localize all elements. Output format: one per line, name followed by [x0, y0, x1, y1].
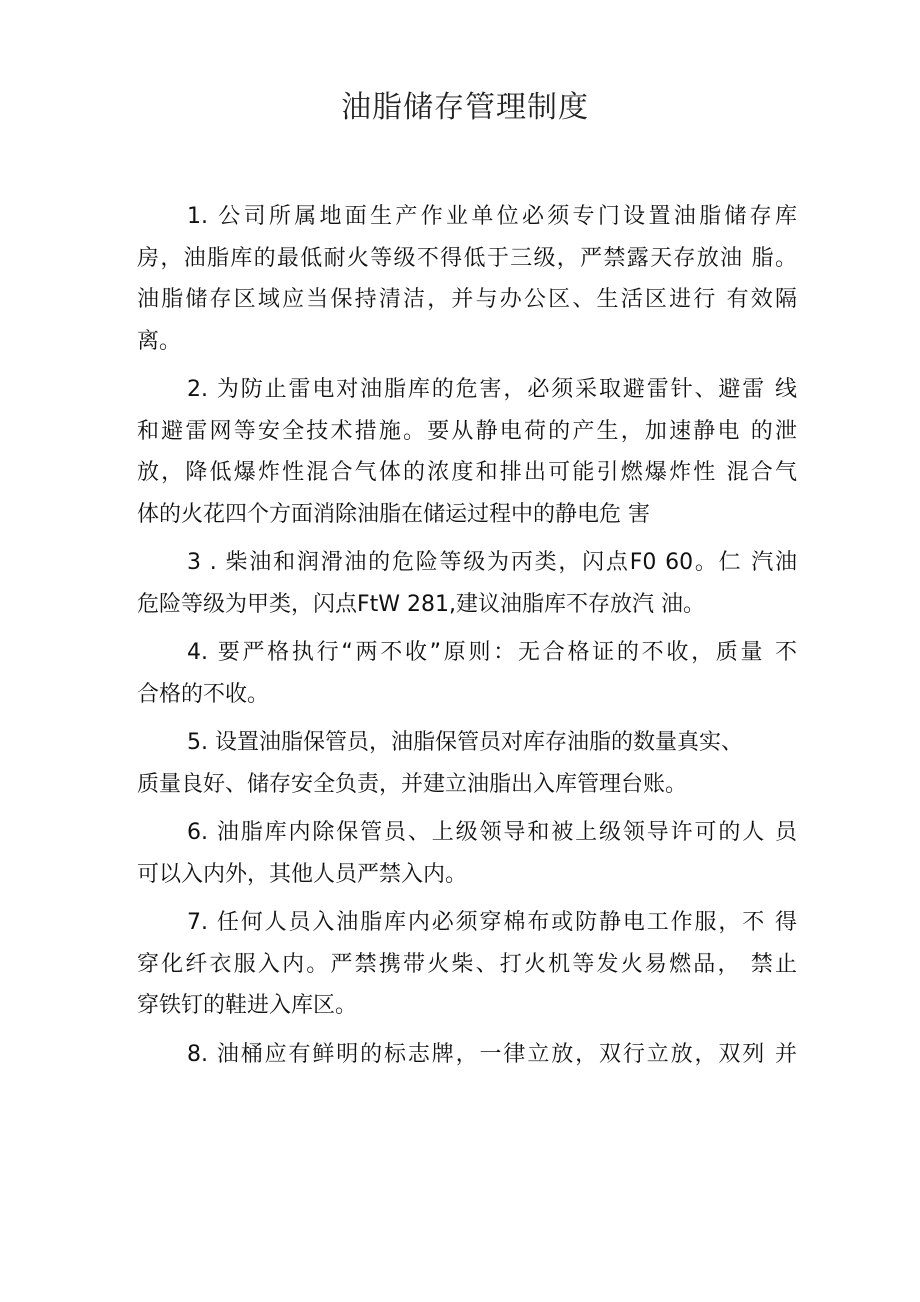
document-title: 油脂储存管理制度	[341, 90, 589, 125]
paragraph-5	[137, 722, 797, 805]
paragraph-7	[137, 902, 797, 1027]
paragraph-line: 油脂储存区域应当保持清洁，并与办公区、生活区进行 有效隔	[137, 287, 797, 312]
paragraph-8	[137, 1034, 797, 1076]
paragraph-line: 7. 任何人员入油脂库内必须穿棉布或防静电工作服，不 得	[187, 910, 797, 935]
paragraph-line: 穿化纤衣服入内。严禁携带火柴、打火机等发火易燃品， 禁止	[137, 951, 797, 977]
paragraph-line: 房，油脂库的最低耐火等级不得低于三级，严禁露天存放油 脂。	[137, 245, 797, 271]
document-body	[137, 196, 797, 1082]
paragraph-6	[137, 812, 797, 895]
paragraph-line: 3 . 柴油和润滑油的危险等级为丙类，闪点F0 60。仁 汽油	[187, 550, 797, 575]
paragraph-2	[137, 369, 797, 535]
paragraph-line: 1. 公司所属地面生产作业单位必须专门设置油脂储存库	[187, 204, 797, 229]
paragraph-line: 危险等级为甲类，闪点FtW 281,建议油脂库不存放汽 油。	[137, 591, 706, 617]
paragraph-line: 放，降低爆炸性混合气体的浓度和排出可能引燃爆炸性 混合气	[137, 460, 797, 485]
paragraph-4	[137, 632, 797, 715]
paragraph-line: 5. 设置油脂保管员，油脂保管员对库存油脂的数量真实、	[187, 730, 743, 755]
paragraph-line: 和避雷网等安全技术措施。要从静电荷的产生，加速静电 的泄	[137, 418, 797, 444]
paragraph-line: 6. 油脂库内除保管员、上级领导和被上级领导许可的人 员	[187, 820, 797, 845]
paragraph-line: 离。	[137, 328, 182, 354]
paragraph-line: 8. 油桶应有鲜明的标志牌，一律立放，双行立放，双列 并	[187, 1041, 797, 1067]
paragraph-line: 体的火花四个方面消除油脂在储运过程中的静电危 害	[137, 501, 650, 527]
paragraph-3	[137, 542, 797, 625]
paragraph-line: 穿铁钉的鞋进入库区。	[137, 993, 358, 1018]
paragraph-line: 可以入内外，其他人员严禁入内。	[137, 861, 468, 887]
paragraph-1	[137, 196, 797, 362]
paragraph-line: 2. 为防止雷电对油脂库的危害，必须采取避雷针、避雷 线	[187, 377, 797, 402]
paragraph-line: 合格的不收。	[137, 681, 270, 707]
paragraph-line: 4. 要严格执行“两不收”原则：无合格证的不收，质量 不	[187, 640, 797, 665]
paragraph-line: 质量良好、储存安全负责，并建立油脂出入库管理台账。	[137, 771, 688, 797]
